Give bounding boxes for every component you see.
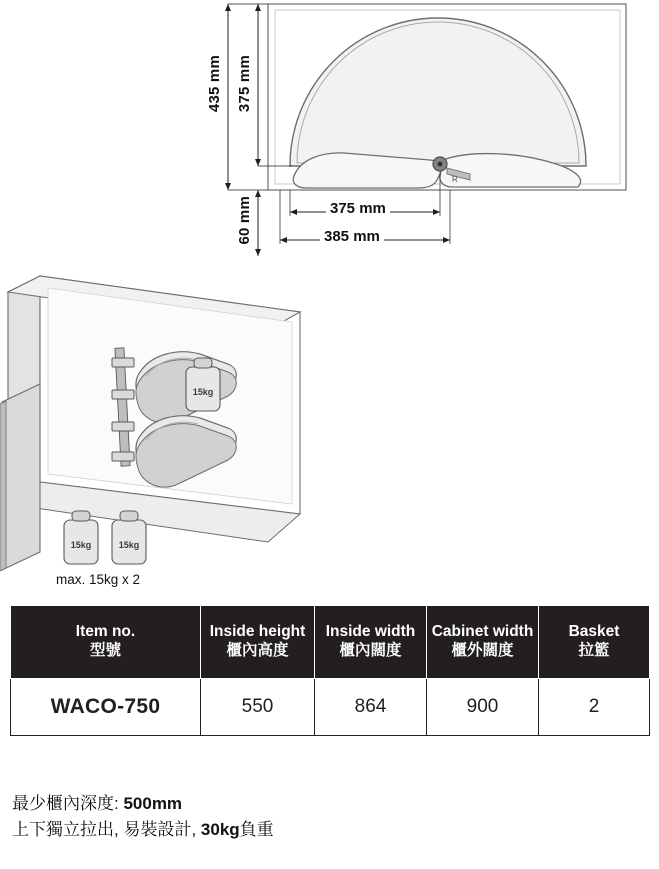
pivot-arm-label: R xyxy=(452,175,458,184)
cabinet-isometric-drawing xyxy=(0,252,340,597)
header-inside-width-zh: 櫃內闊度 xyxy=(339,641,402,659)
load-capsule-left xyxy=(64,511,98,564)
spec-table xyxy=(10,605,650,736)
dim-arrow-375h-left xyxy=(290,209,297,215)
dim-arrow-60-top xyxy=(255,190,261,197)
cell-basket: 2 xyxy=(539,679,650,736)
spec-table-container xyxy=(10,605,649,736)
note-line-2 xyxy=(12,817,642,843)
header-item-no xyxy=(11,606,201,679)
load-capsule-left-label: 15kg xyxy=(70,540,92,550)
table-row xyxy=(11,679,650,736)
spec-table-body xyxy=(11,679,650,736)
header-cabinet-width-en: Cabinet width xyxy=(431,622,534,640)
dim-label-375-vertical: 375 mm xyxy=(236,55,253,113)
header-inside-height-en: Inside height xyxy=(209,622,306,640)
header-item-no-en: Item no. xyxy=(75,622,136,640)
dim-label-385: 385 mm xyxy=(320,228,384,245)
note-line-2-prefix: 上下獨立拉出, 易裝設計, xyxy=(12,820,201,840)
note-line-1-bold: 500mm xyxy=(123,794,183,813)
dim-label-60: 60 mm xyxy=(236,196,253,245)
header-basket-en: Basket xyxy=(568,622,620,640)
note-line-1 xyxy=(12,791,642,817)
pivot-center xyxy=(438,162,443,167)
dim-label-375-horizontal: 375 mm xyxy=(326,200,390,217)
header-cabinet-width-zh: 櫃外闊度 xyxy=(451,641,514,659)
cabinet-door xyxy=(2,384,40,570)
note-line-2-suffix: 負重 xyxy=(239,820,274,840)
header-basket xyxy=(539,606,650,679)
cabinet-door-edge xyxy=(0,401,6,571)
header-cabinet-width xyxy=(427,606,539,679)
note-line-2-bold: 30kg xyxy=(200,820,240,840)
header-inside-height-zh: 櫃內高度 xyxy=(226,641,289,659)
cell-inside-width: 864 xyxy=(315,679,427,736)
header-inside-width xyxy=(315,606,427,679)
load-capsule-right-label: 15kg xyxy=(118,540,140,550)
table-header-row xyxy=(11,606,650,679)
cell-cabinet-width: 900 xyxy=(427,679,539,736)
dim-arrow-385-left xyxy=(280,237,287,243)
header-basket-zh: 拉籃 xyxy=(578,641,610,659)
header-item-no-zh: 型號 xyxy=(89,641,121,659)
half-moon-shelf-plan-drawing xyxy=(0,0,659,268)
header-inside-height xyxy=(201,606,315,679)
load-caption: max. 15kg x 2 xyxy=(56,572,141,587)
header-inside-width-en: Inside width xyxy=(325,622,416,640)
dim-arrow-375v-top xyxy=(255,4,261,11)
cell-item-no: WACO-750 xyxy=(11,679,201,736)
spec-table-head xyxy=(11,606,650,679)
dim-arrow-385-right xyxy=(443,237,450,243)
dim-arrow-435-bottom xyxy=(225,183,231,190)
isometric-drawing-svg xyxy=(0,252,340,597)
dim-arrow-375h-right xyxy=(433,209,440,215)
dim-arrow-435-top xyxy=(225,4,231,11)
notes-block xyxy=(12,791,642,844)
dim-arrow-375v-bottom xyxy=(255,159,261,166)
load-capsule-label: 15kg xyxy=(192,387,214,397)
dim-label-435: 435 mm xyxy=(206,55,223,113)
note-line-1-prefix: 最少櫃內深度: xyxy=(12,794,124,813)
cell-inside-height: 550 xyxy=(201,679,315,736)
